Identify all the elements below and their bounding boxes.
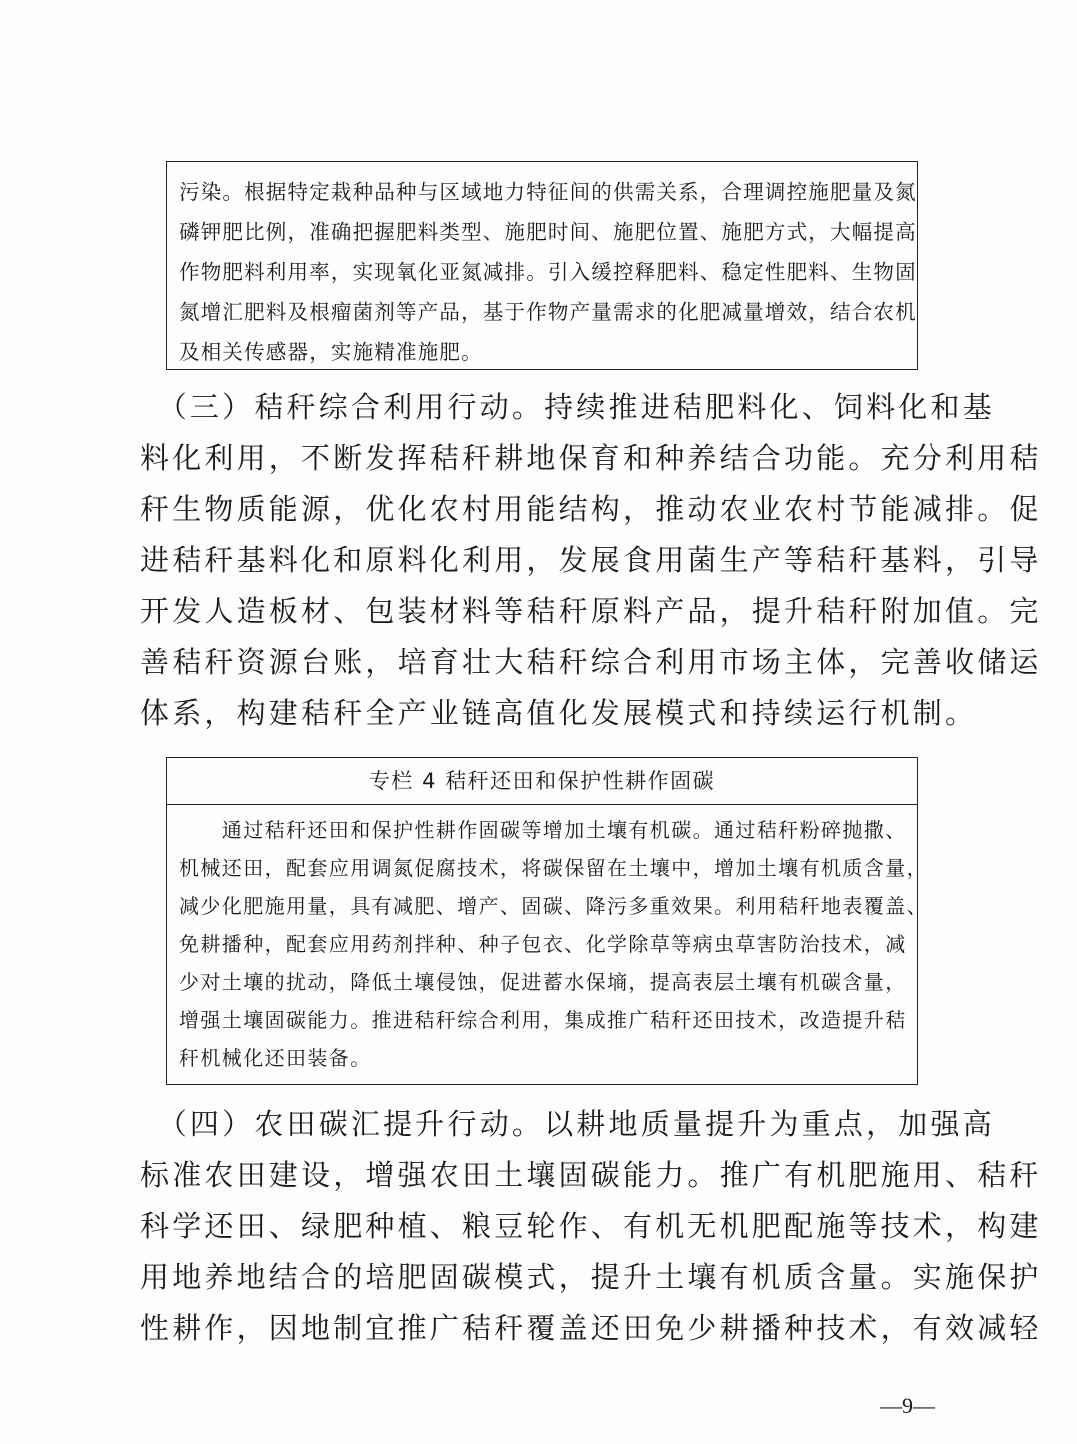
box-top-line: 作物肥料利用率，实现氧化亚氮减排。引入缓控释肥料、稳定性肥料、生物固 <box>179 260 917 284</box>
column-4-title: 专栏 4 秸秆还田和保护性耕作固碳 <box>167 758 917 805</box>
column-4-box <box>166 757 928 1085</box>
column-4-line: 免耕播种，配套应用药剂拌种、种子包衣、化学除草等病虫草害防治技术，减 <box>179 932 907 956</box>
section-4-line: 性耕作，因地制宜推广秸秆覆盖还田免少耕播种技术，有效减轻 <box>140 1311 1042 1345</box>
section-3-line: 料化利用，不断发挥秸秆耕地保育和种养结合功能。充分利用秸 <box>140 441 1042 475</box>
column-4-line: 通过秸秆还田和保护性耕作固碳等增加土壤有机碳。通过秸秆粉碎抛撒、 <box>179 818 907 842</box>
column-4-line: 机械还田，配套应用调氮促腐技术，将碳保留在土壤中，增加土壤有机质含量， <box>179 856 928 880</box>
section-3-paragraph <box>140 382 1042 739</box>
column-4-line: 减少化肥施用量，具有减肥、增产、固碳、降污多重效果。利用秸秆地表覆盖、 <box>179 894 928 918</box>
section-3-line: （三）秸秆综合利用行动。持续推进秸肥料化、饲料化和基 <box>140 390 995 424</box>
section-4-line: 用地养地结合的培肥固碳模式，提升土壤有机质含量。实施保护 <box>140 1260 1042 1294</box>
box-top-line: 污染。根据特定栽种品种与区域地力特征间的供需关系，合理调控施肥量及氮 <box>179 180 917 204</box>
section-4-line: （四）农田碳汇提升行动。以耕地质量提升为重点，加强高 <box>140 1107 995 1141</box>
page-number: —9— <box>880 1393 935 1418</box>
column-4-body <box>167 805 928 1077</box>
column-4-line: 少对土壤的扰动，降低土壤侵蚀，促进蓄水保墒，提高表层土壤有机碳含量， <box>179 970 907 994</box>
box-top-fertilizer <box>166 161 918 370</box>
section-4-paragraph <box>140 1099 1042 1354</box>
section-3-line: 体系，构建秸秆全产业链高值化发展模式和持续运行机制。 <box>140 696 978 730</box>
section-3-line: 秆生物质能源，优化农村用能结构，推动农业农村节能减排。促 <box>140 492 1042 526</box>
column-4-line: 增强土壤固碳能力。推进秸秆综合利用，集成推广秸秆还田技术，改造提升秸 <box>179 1008 907 1032</box>
section-3-line: 进秸秆基料化和原料化利用，发展食用菌生产等秸秆基料，引导 <box>140 543 1042 577</box>
section-4-line: 标准农田建设，增强农田土壤固碳能力。推广有机肥施用、秸秆 <box>140 1158 1042 1192</box>
section-4-line: 科学还田、绿肥种植、粮豆轮作、有机无机肥配施等技术，构建 <box>140 1209 1042 1243</box>
box-top-line: 氮增汇肥料及根瘤菌剂等产品，基于作物产量需求的化肥减量增效，结合农机 <box>179 300 917 324</box>
section-3-line: 善秸秆资源台账，培育壮大秸秆综合利用市场主体，完善收储运 <box>140 645 1042 679</box>
box-top-line: 磷钾肥比例，准确把握肥料类型、施肥时间、施肥位置、施肥方式，大幅提高 <box>179 220 917 244</box>
column-4-line: 秆机械化还田装备。 <box>179 1046 372 1070</box>
section-3-line: 开发人造板材、包装材料等秸秆原料产品，提升秸秆附加值。完 <box>140 594 1042 628</box>
box-top-line: 及相关传感器，实施精准施肥。 <box>179 340 483 364</box>
